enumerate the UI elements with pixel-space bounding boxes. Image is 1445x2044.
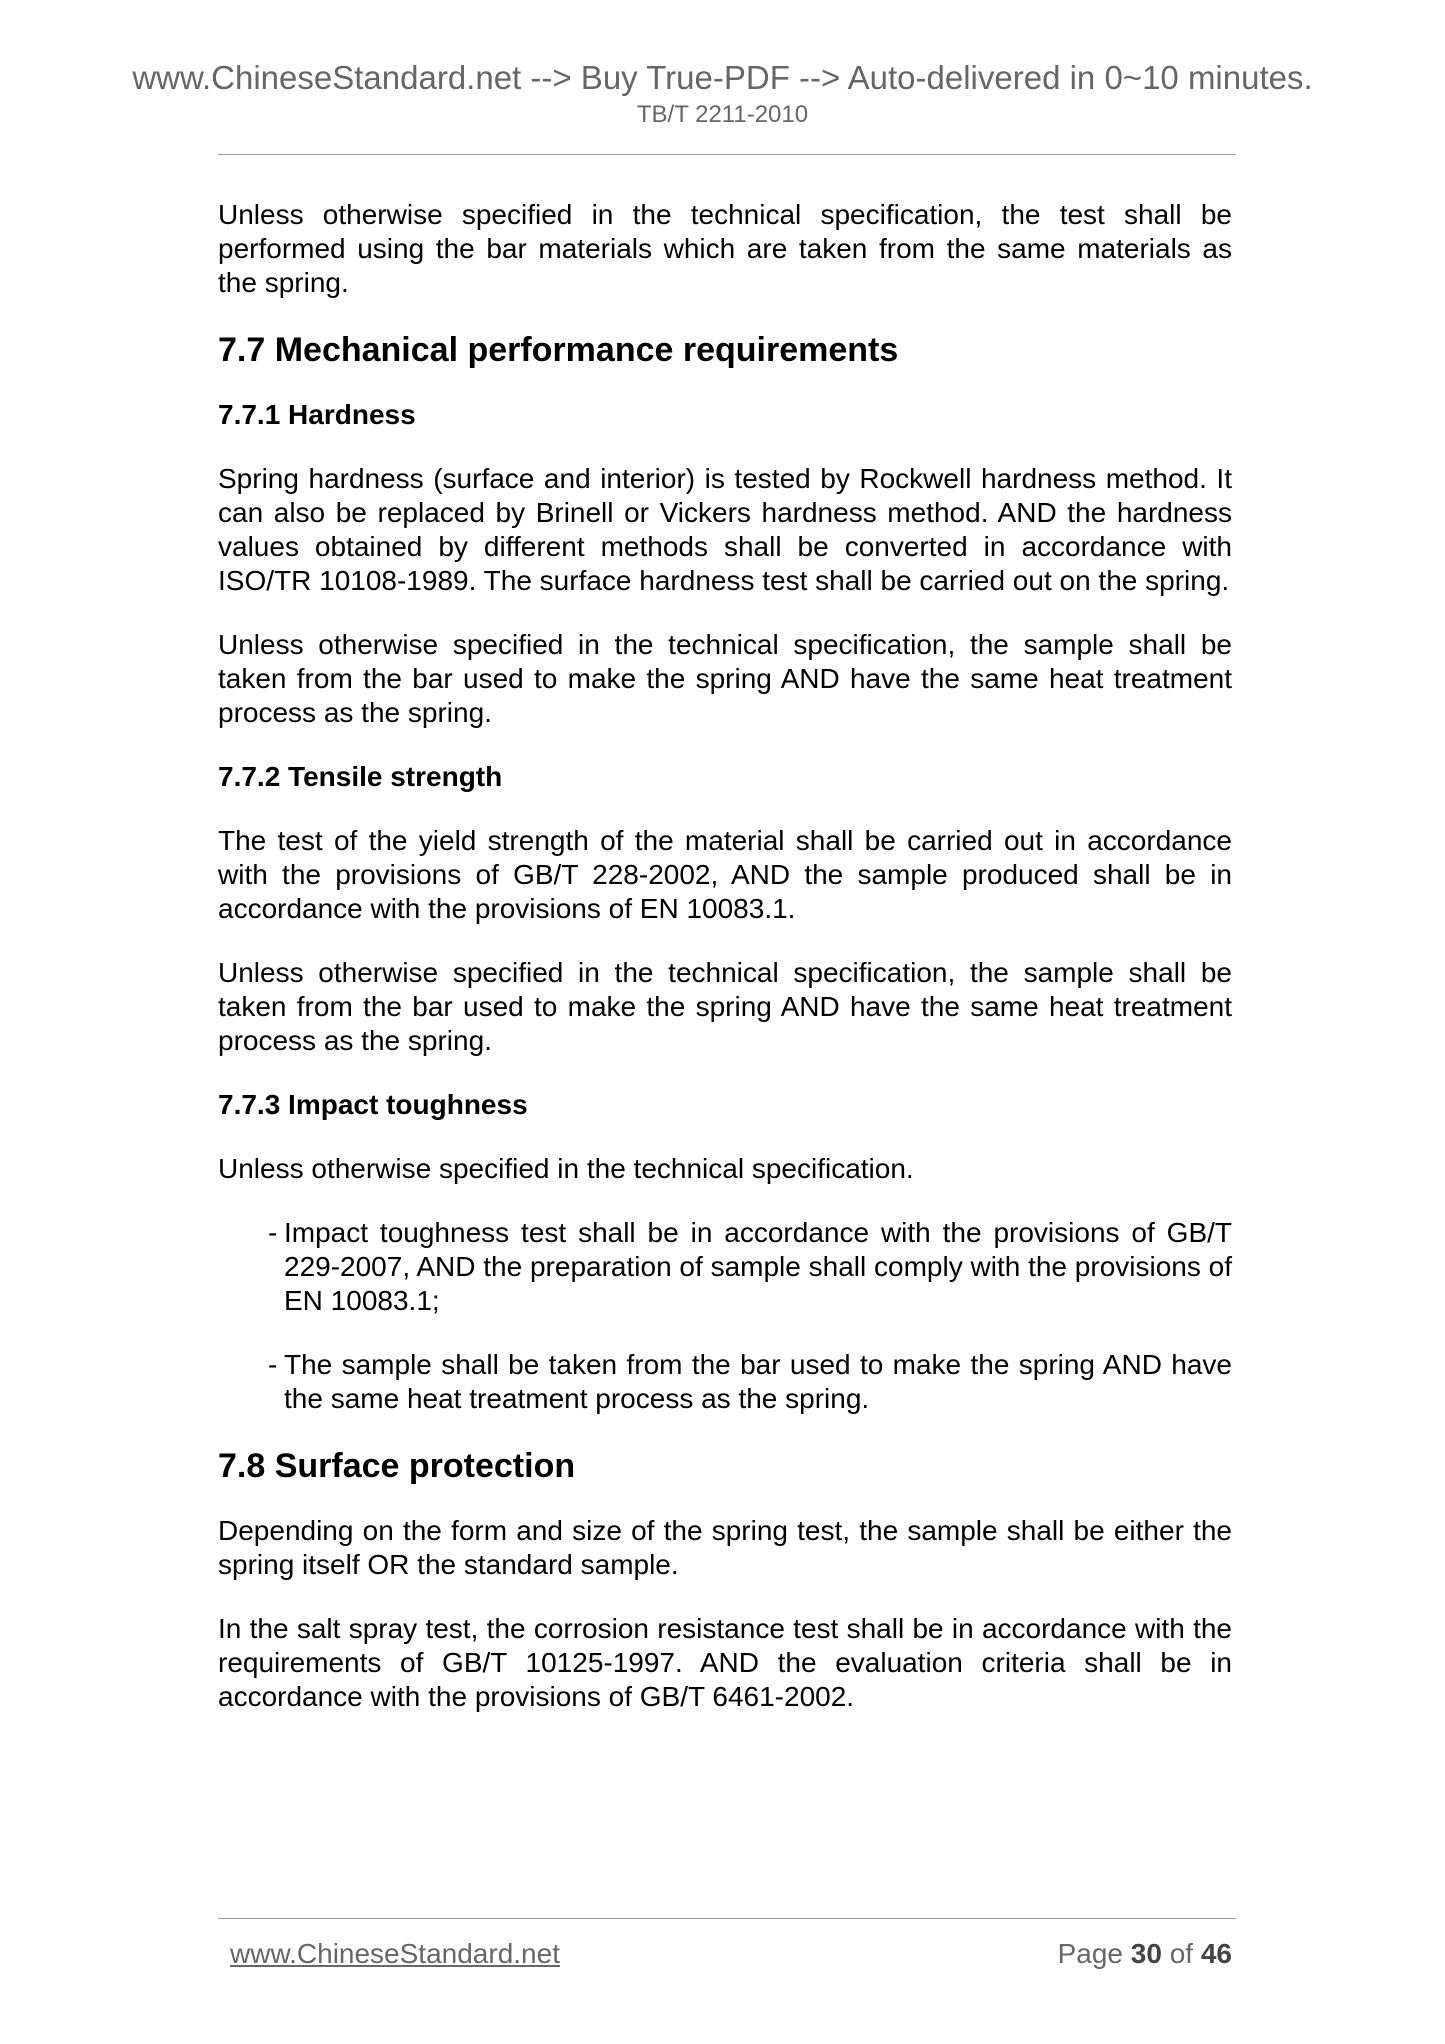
impact-requirements-list xyxy=(218,1216,1232,1416)
page-word: Page xyxy=(1057,1938,1123,1969)
section-7-8-heading: 7.8 Surface protection xyxy=(218,1447,576,1485)
header-banner[interactable]: www.ChineseStandard.net --> Buy True-PDF --> Auto-delivered in 0~10 minutes. xyxy=(132,59,1313,96)
section-7-7-2-heading: 7.7.2 Tensile strength xyxy=(218,761,503,792)
page-footer xyxy=(218,1934,1232,1974)
header-document-id: TB/T 2211-2010 xyxy=(636,101,809,128)
page-total: 46 xyxy=(1200,1938,1232,1969)
list-item xyxy=(218,1216,1232,1318)
tensile-paragraph-2: Unless otherwise specified in the technical specification, the sample shall be taken from the bar used to make the spring AND have the same heat treatment process as the spring. xyxy=(218,957,1232,1056)
list-dash-marker: - xyxy=(268,1217,278,1248)
list-dash-marker: - xyxy=(268,1349,278,1380)
page-of-word: of xyxy=(1169,1938,1194,1969)
hardness-paragraph-1: Spring hardness (surface and interior) is tested by Rockwell hardness method. It can also be replaced by Brinell or Vickers hardness method. AND the hardness values obtained by different methods shall be converted in accordance with ISO/TR 10108-1989. The surface hardness test shall be carried out on the spring. xyxy=(218,463,1232,596)
hardness-paragraph-2: Unless otherwise specified in the technical specification, the sample shall be taken from the bar used to make the spring AND have the same heat treatment process as the spring. xyxy=(218,629,1232,728)
surface-paragraph-2: In the salt spray test, the corrosion resistance test shall be in accordance with the requirements of GB/T 10125-1997. AND the evaluation criteria shall be in accordance with the provisions of GB/T 6461-2002. xyxy=(218,1613,1232,1712)
page-current: 30 xyxy=(1130,1938,1162,1969)
list-item-text: The sample shall be taken from the bar used to make the spring AND have the same heat treatment process as the spring. xyxy=(284,1349,1232,1414)
intro-paragraph: Unless otherwise specified in the technical specification, the test shall be performed using the bar materials which are taken from the same materials as the spring. xyxy=(218,199,1232,298)
section-7-7-1-heading: 7.7.1 Hardness xyxy=(218,399,416,430)
header-divider xyxy=(218,154,1236,155)
document-body xyxy=(218,198,1232,1744)
tensile-paragraph-1: The test of the yield strength of the material shall be carried out in accordance with the provisions of GB/T 228-2002, AND the sample produced shall be in accordance with the provisions of EN 10083.1. xyxy=(218,825,1232,924)
list-item xyxy=(218,1348,1232,1416)
footer-website-link[interactable]: www.ChineseStandard.net xyxy=(230,1938,560,1969)
impact-intro-paragraph: Unless otherwise specified in the technical specification. xyxy=(218,1153,914,1184)
footer-divider xyxy=(218,1918,1236,1919)
section-7-7-heading: 7.7 Mechanical performance requirements xyxy=(218,331,899,369)
page-header xyxy=(0,58,1445,130)
section-7-7-3-heading: 7.7.3 Impact toughness xyxy=(218,1089,528,1120)
list-item-text: Impact toughness test shall be in accordance with the provisions of GB/T 229-2007, AND the preparation of sample shall comply with the provisions of EN 10083.1; xyxy=(284,1217,1232,1316)
page-number xyxy=(1058,1934,1232,1974)
surface-paragraph-1: Depending on the form and size of the spring test, the sample shall be either the spring itself OR the standard sample. xyxy=(218,1515,1232,1580)
